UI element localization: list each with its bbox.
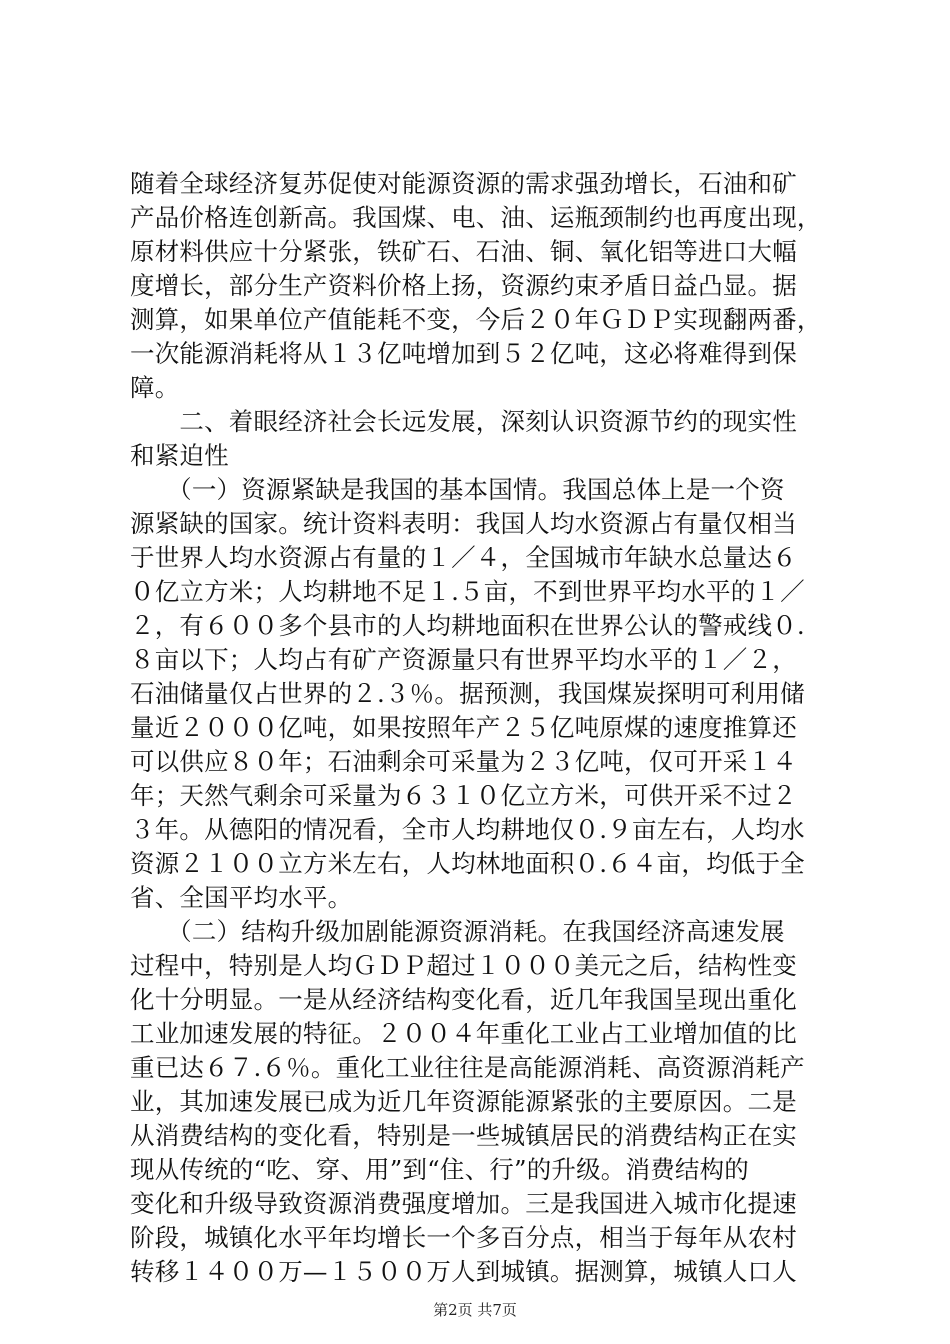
text-line: 工业加速发展的特征。２００４年重化工业占工业增加值的比 [130,1019,797,1048]
text-line: 现从传统的“吃、穿、用”到“住、行”的升级。消费结构的 [130,1155,749,1184]
text-line: ８亩以下；人均占有矿产资源量只有世界平均水平的１／２， [130,645,797,674]
text-line: 度增长，部分生产资料价格上扬，资源约束矛盾日益凸显。据 [130,271,797,300]
text-line: 可以供应８０年；石油剩余可采量为２３亿吨，仅可开采１４ [130,747,797,776]
text-line: 随着全球经济复苏促使对能源资源的需求强劲增长，石油和矿 [130,169,797,198]
text-line: 业，其加速发展已成为近几年资源能源紧张的主要原因。二是 [130,1087,797,1116]
text-line: 产品价格连创新高。我国煤、电、油、运瓶颈制约也再度出现， [130,203,822,232]
text-line: 过程中，特别是人均ＧＤＰ超过１０００美元之后，结构性变 [130,951,797,980]
text-line: 重已达６７.６％。重化工业往往是高能源消耗、高资源消耗产 [130,1053,805,1082]
text-line: 原材料供应十分紧张，铁矿石、石油、铜、氧化铝等进口大幅 [130,237,797,266]
text-line: 一次能源消耗将从１３亿吨增加到５２亿吨，这必将难得到保 [130,339,797,368]
text-line: 阶段，城镇化水平年均增长一个多百分点，相当于每年从农村 [130,1223,797,1252]
text-line: 变化和升级导致资源消费强度增加。三是我国进入城市化提速 [130,1189,797,1218]
body-text [130,167,830,1289]
text-line: ２，有６００多个县市的人均耕地面积在世界公认的警戒线０. [130,611,805,640]
section-heading-line: 二、着眼经济社会长远发展，深刻认识资源节约的现实性 [130,407,797,436]
text-line: 年；天然气剩余可采量为６３１０亿立方米，可供开采不过２ [130,781,797,810]
text-line: 测算，如果单位产值能耗不变，今后２０年ＧＤＰ实现翻两番， [130,305,822,334]
text-line: 于世界人均水资源占有量的１／４，全国城市年缺水总量达６ [130,543,797,572]
text-line: 障。 [130,373,180,402]
text-line: 源紧缺的国家。统计资料表明：我国人均水资源占有量仅相当 [130,509,797,538]
page-footer: 第2页 共7页 [433,1301,517,1319]
text-line: 转移１４００万—１５００万人到城镇。据测算，城镇人口人 [130,1257,797,1286]
text-line: 化十分明显。一是从经济结构变化看，近几年我国呈现出重化 [130,985,797,1014]
text-line: 从消费结构的变化看，特别是一些城镇居民的消费结构正在实 [130,1121,797,1150]
text-line: 省、全国平均水平。 [130,883,353,912]
text-line: 量近２０００亿吨，如果按照年产２５亿吨原煤的速度推算还 [130,713,797,742]
text-line: ３年。从德阳的情况看，全市人均耕地仅０.９亩左右，人均水 [130,815,805,844]
text-line: 石油储量仅占世界的２.３％。据预测，我国煤炭探明可利用储 [130,679,805,708]
text-line: 资源２１００立方米左右，人均林地面积０.６４亩，均低于全 [130,849,805,878]
text-line: ０亿立方米；人均耕地不足１.５亩，不到世界平均水平的１／ [130,577,805,606]
text-line: （一）资源紧缺是我国的基本国情。我国总体上是一个资 [130,475,785,504]
text-line: （二）结构升级加剧能源资源消耗。在我国经济高速发展 [130,917,785,946]
section-heading-line: 和紧迫性 [130,441,229,470]
